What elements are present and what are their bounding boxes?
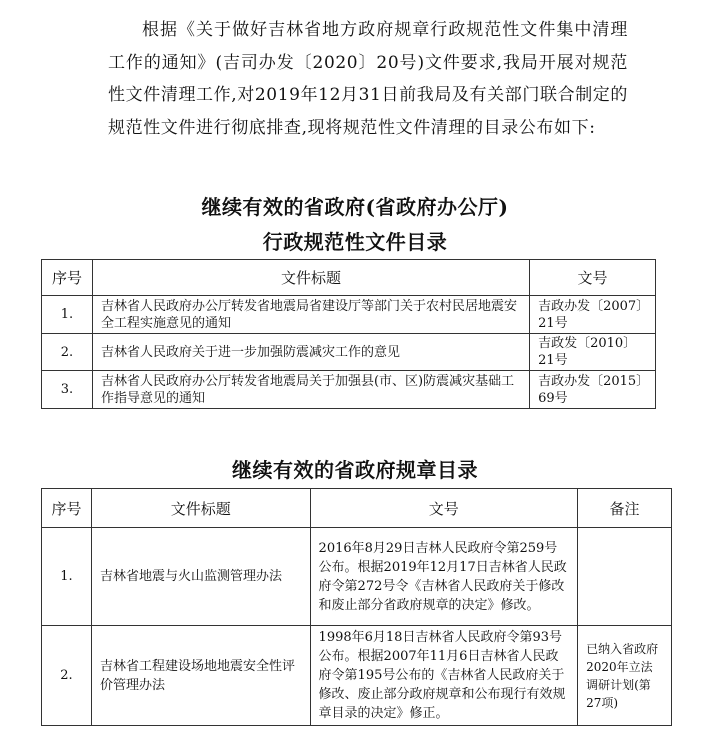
provincial-rules-table bbox=[41, 488, 672, 726]
table-row bbox=[42, 334, 656, 371]
section1-title-line1: 继续有效的省政府(省政府办公厅) bbox=[201, 195, 509, 219]
cell-seq: 2. bbox=[42, 626, 92, 726]
table-row bbox=[42, 371, 656, 409]
cell-title: 吉林省人民政府办公厅转发省地震局关于加强县(市、区)防震减灾基础工作指导意见的通知 bbox=[92, 371, 529, 409]
header-doc-no: 文号 bbox=[530, 260, 656, 296]
header-title: 文件标题 bbox=[91, 489, 310, 528]
table-header-row bbox=[42, 260, 656, 296]
cell-seq: 1. bbox=[42, 296, 93, 334]
cell-doc-no: 2016年8月29日吉林人民政府令第259号公布。根据2019年12月17日吉林省人民政府令第272号令《吉林省人民政府关于修改和废止部分省政府规章的决定》修改。 bbox=[310, 528, 578, 626]
intro-line: 规范性文件清理的目录公布如下: bbox=[342, 117, 596, 138]
cell-doc-no: 吉政办发〔2007〕21号 bbox=[530, 296, 656, 334]
header-seq: 序号 bbox=[42, 260, 93, 296]
table-row bbox=[42, 296, 656, 334]
intro-line: 我局及有关部门联合制定的规范性文件进行彻底排查,现将 bbox=[108, 85, 629, 138]
cell-title: 吉林省地震与火山监测管理办法 bbox=[91, 528, 310, 626]
header-note: 备注 bbox=[578, 489, 672, 528]
section2-title: 继续有效的省政府规章目录 bbox=[232, 458, 478, 482]
cell-seq: 1. bbox=[42, 528, 92, 626]
cell-title: 吉林省人民政府关于进一步加强防震减灾工作的意见 bbox=[92, 334, 529, 371]
regulatory-documents-table bbox=[41, 259, 656, 409]
intro-text bbox=[108, 14, 628, 144]
section1-title-line2: 行政规范性文件目录 bbox=[262, 230, 448, 254]
cell-doc-no: 吉政办发〔2015〕69号 bbox=[530, 371, 656, 409]
cell-doc-no: 1998年6月18日吉林省人民政府令第93号公布。根据2007年11月6日吉林省人民政府令第195号公布的《吉林省人民政府关于修改、废止部分政府规章和公布现行有效规章目录的决定》修正。 bbox=[310, 626, 578, 726]
cell-seq: 2. bbox=[42, 334, 93, 371]
intro-paragraph bbox=[108, 14, 628, 144]
cell-doc-no: 吉政发〔2010〕21号 bbox=[530, 334, 656, 371]
table-row bbox=[42, 626, 672, 726]
cell-note: 已纳入省政府2020年立法调研计划(第27项) bbox=[578, 626, 672, 726]
header-seq: 序号 bbox=[42, 489, 92, 528]
intro-line: 中清理工作的通知》(吉司办发〔2020〕20号)文件要求, bbox=[108, 20, 628, 73]
header-title: 文件标题 bbox=[92, 260, 529, 296]
intro-line: 根据《关于做好吉林省地方政府规章行政规范性文件集 bbox=[142, 20, 575, 40]
header-doc-no: 文号 bbox=[310, 489, 578, 528]
cell-title: 吉林省人民政府办公厅转发省地震局省建设厅等部门关于农村民居地震安全工程实施意见的通知 bbox=[92, 296, 529, 334]
table-row bbox=[42, 528, 672, 626]
cell-title: 吉林省工程建设场地地震安全性评价管理办法 bbox=[91, 626, 310, 726]
cell-note bbox=[578, 528, 672, 626]
intro-line: 我局开展对规范性文件清理工作,对2019年12月31日前 bbox=[108, 52, 628, 105]
table-header-row bbox=[42, 489, 672, 528]
cell-seq: 3. bbox=[42, 371, 93, 409]
